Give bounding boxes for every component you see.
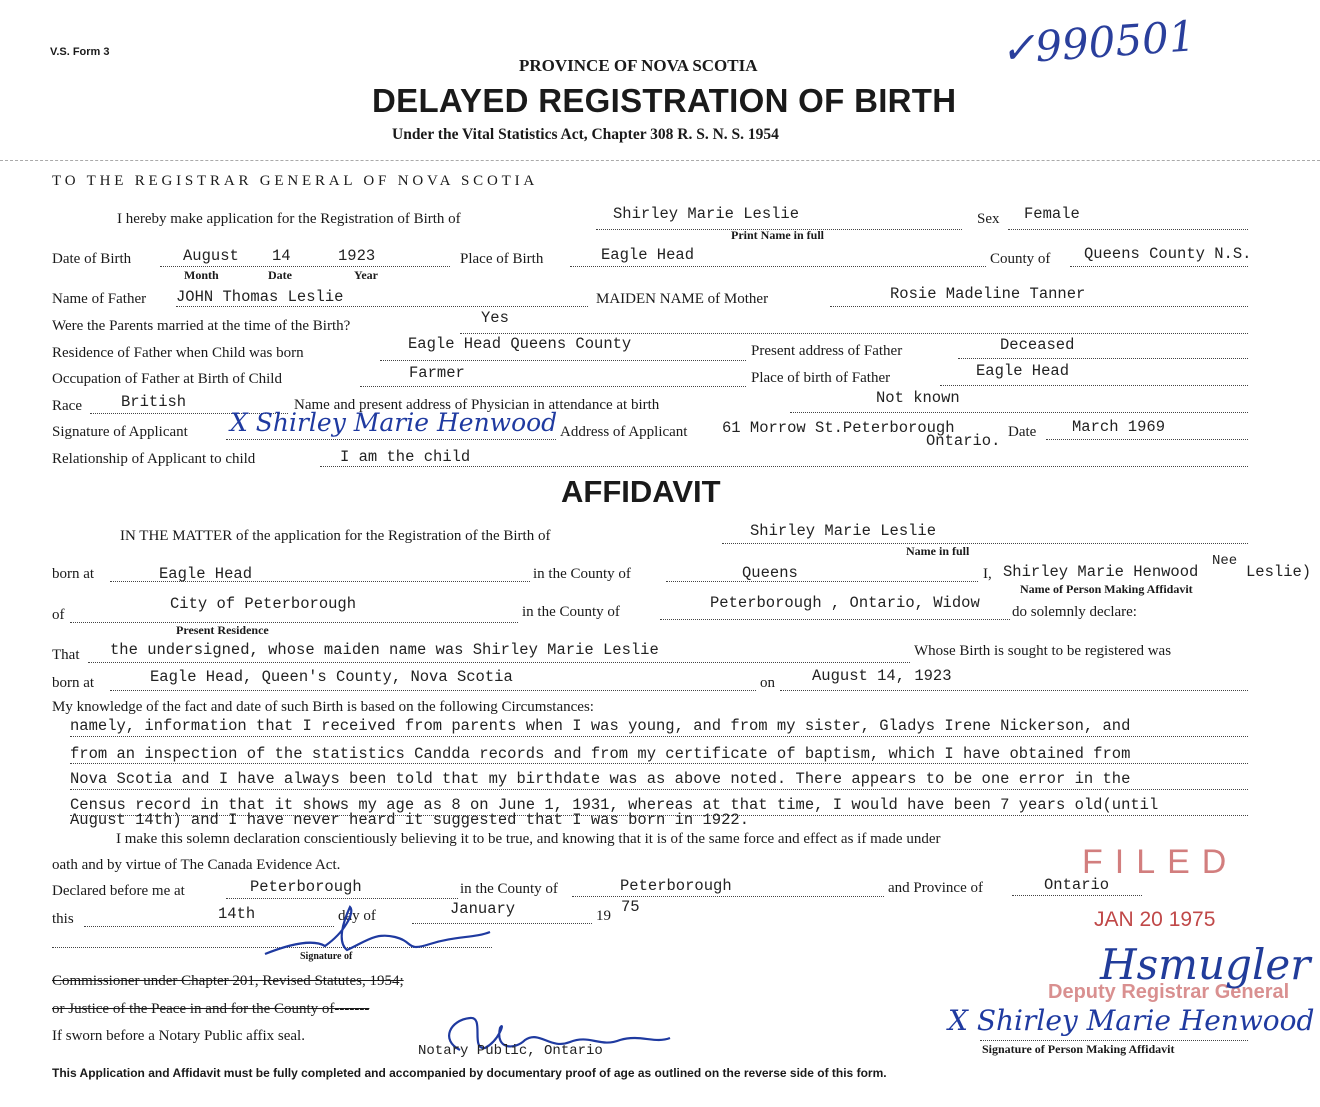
declared-label: Declared before me at	[52, 883, 185, 899]
residence-value: Eagle Head Queens County	[408, 335, 632, 353]
physician-value: Not known	[876, 389, 960, 407]
dob-day: 14	[272, 247, 291, 265]
matter-label: IN THE MATTER of the application for the Registration of the Birth of	[120, 528, 551, 544]
applicant-signature: X Shirley Marie Henwood	[230, 408, 558, 437]
father-birthplace-value: Eagle Head	[976, 362, 1070, 380]
mother-value: Rosie Madeline Tanner	[890, 285, 1086, 303]
of-label: of	[52, 607, 65, 623]
nee-name: Leslie)	[1246, 563, 1312, 581]
dotted-line	[1070, 266, 1248, 267]
physician-label: Name and present address of Physician in attendance at birth	[294, 397, 660, 413]
dotted-line	[572, 896, 884, 897]
born-at2-value: Eagle Head, Queen's County, Nova Scotia	[150, 668, 513, 686]
dotted-line	[666, 581, 978, 582]
circumstance-line: Census record in that it shows my age as 8 on June 1, 1931, whereas at that time, I would have been 7 years old(until	[70, 796, 1159, 814]
on-date: August 14, 1923	[812, 667, 952, 685]
county3-label: in the County of	[460, 881, 558, 897]
applicant-address-label: Address of Applicant	[560, 424, 688, 440]
to-registrar: TO THE REGISTRAR GENERAL OF NOVA SCOTIA	[52, 173, 538, 189]
affiant-caption: Name of Person Making Affidavit	[1020, 582, 1193, 596]
year-suffix: 75	[621, 898, 640, 916]
county-label: in the County of	[533, 566, 631, 582]
born-at-label: born at	[52, 566, 95, 582]
dotted-line	[1012, 895, 1142, 896]
county2-label: in the County of	[522, 604, 620, 620]
circumstance-line: August 14th) and I have never heard it suggested that I was born in 1922.	[70, 811, 750, 829]
year-prefix: 19	[596, 908, 611, 924]
married-label: Were the Parents married at the time of the Birth?	[52, 318, 351, 334]
notary-signature	[430, 1010, 690, 1070]
circumstance-line: from an inspection of the statistics Candda records and from my certificate of baptism, which I have obtained from	[70, 745, 1131, 763]
place-label: Place of Birth	[460, 251, 544, 267]
filed-stamp: FILED	[1082, 843, 1239, 881]
sex-value: Female	[1024, 205, 1080, 223]
county-value: Queens	[742, 564, 798, 582]
county-label: County of	[990, 251, 1051, 267]
signature-label: Signature of Applicant	[52, 424, 188, 440]
dotted-line	[226, 898, 458, 899]
race-value: British	[121, 393, 187, 411]
month-caption: Month	[184, 268, 219, 282]
solemn-line-2: oath and by virtue of The Canada Evidence Act.	[52, 857, 341, 873]
married-value: Yes	[481, 309, 509, 327]
dotted-line	[380, 360, 746, 361]
dotted-line	[830, 306, 1248, 307]
day-of-label: day of	[338, 908, 376, 924]
name-full-caption: Name in full	[906, 544, 970, 558]
print-name-caption: Print Name in full	[731, 228, 824, 242]
dotted-line	[320, 466, 1248, 467]
year-caption: Year	[354, 268, 378, 282]
affiant-signature-caption: Signature of Person Making Affidavit	[982, 1042, 1175, 1056]
dotted-line	[570, 266, 986, 267]
residence-caption: Present Residence	[176, 623, 269, 637]
notary-seal-text: If sworn before a Notary Public affix seal.	[52, 1028, 305, 1044]
signature-of-caption: Signature of	[300, 951, 353, 962]
justice-line: or Justice of the Peace in and for the County of-------	[52, 1001, 370, 1017]
intro-label: I hereby make application for the Registration of Birth of	[117, 211, 461, 227]
father-birthplace-label: Place of birth of Father	[751, 370, 891, 386]
nee-label: Nee	[1212, 553, 1238, 569]
dob-year: 1923	[338, 247, 376, 265]
solemn-line-1: I make this solemn declaration conscientiously believing it to be true, and knowing that it is of the same force and effect as if made under	[116, 831, 941, 847]
that-text: the undersigned, whose maiden name was Shirley Marie Leslie	[110, 641, 659, 659]
sex-label: Sex	[977, 211, 1000, 227]
residence-label: Residence of Father when Child was born	[52, 345, 304, 361]
dotted-line	[722, 543, 1248, 544]
notary-caption: Notary Public, Ontario	[418, 1043, 603, 1059]
form-subtitle: Under the Vital Statistics Act, Chapter 308 R. S. N. S. 1954	[392, 126, 779, 143]
race-label: Race	[52, 398, 82, 414]
declare-text: do solemnly declare:	[1012, 604, 1137, 620]
born-at-value: Eagle Head	[159, 565, 253, 583]
father-value: JOHN Thomas Leslie	[176, 288, 344, 306]
i-label: I,	[983, 566, 992, 582]
county2-value: Peterborough , Ontario, Widow	[710, 594, 980, 612]
occupation-label: Occupation of Father at Birth of Child	[52, 371, 282, 387]
deputy-stamp: Deputy Registrar General	[1048, 981, 1290, 1003]
dotted-line	[160, 266, 450, 267]
dotted-line	[360, 386, 746, 387]
father-label: Name of Father	[52, 291, 147, 307]
county-value: Queens County N.S.	[1084, 245, 1252, 263]
dotted-line	[226, 439, 556, 440]
affiant-name: Shirley Marie Henwood	[1003, 563, 1199, 581]
affiant-signature: X Shirley Marie Henwood	[948, 1004, 1315, 1037]
applicant-address-value: 61 Morrow St.Peterborough	[722, 419, 955, 437]
dotted-line	[460, 333, 1248, 334]
dotted-line	[70, 789, 1248, 790]
declared-at: Peterborough	[250, 878, 362, 896]
mother-label: MAIDEN NAME of Mother	[596, 291, 769, 307]
month-value: January	[450, 900, 516, 918]
filed-date-stamp: JAN 20 1975	[1094, 908, 1216, 931]
dotted-line	[940, 385, 1248, 386]
form-title: DELAYED REGISTRATION OF BIRTH	[372, 82, 957, 119]
dotted-line	[110, 690, 756, 691]
residence-value: City of Peterborough	[170, 595, 357, 613]
form-number: V.S. Form 3	[50, 46, 110, 58]
occupation-value: Farmer	[409, 364, 465, 382]
province-label: and Province of	[888, 880, 983, 896]
matter-name: Shirley Marie Leslie	[750, 522, 937, 540]
county3-value: Peterborough	[620, 877, 732, 895]
dotted-line	[1046, 439, 1248, 440]
child-name: Shirley Marie Leslie	[613, 205, 800, 223]
whose-birth-text: Whose Birth is sought to be registered was	[914, 643, 1172, 659]
date-label: Date	[1008, 424, 1037, 440]
place-value: Eagle Head	[601, 246, 695, 264]
commissioner-signature	[255, 902, 515, 972]
present-address-value: Deceased	[1000, 336, 1075, 354]
dotted-line	[1008, 229, 1248, 230]
knowledge-text: My knowledge of the fact and date of such Birth is based on the following Circumstances:	[52, 699, 594, 715]
dotted-line	[70, 622, 518, 623]
on-label: on	[760, 675, 775, 691]
footer-note: This Application and Affidavit must be fully completed and accompanied by documentary proof of age as outlined on the reverse side of this form.	[52, 1066, 887, 1080]
date-caption: Date	[268, 268, 292, 282]
circumstance-line: Nova Scotia and I have always been told that my birthdate was as above noted. There appears to be one error in the	[70, 770, 1131, 788]
dotted-line	[70, 736, 1248, 737]
that-label: That	[52, 647, 80, 663]
relationship-label: Relationship of Applicant to child	[52, 451, 256, 467]
affidavit-heading: AFFIDAVIT	[561, 474, 721, 509]
dotted-line	[958, 358, 1248, 359]
relationship-value: I am the child	[340, 448, 471, 466]
dotted-line	[780, 690, 1248, 691]
dotted-line	[70, 763, 1248, 764]
dob-label: Date of Birth	[52, 251, 132, 267]
present-address-label: Present address of Father	[751, 343, 903, 359]
dotted-line	[980, 1040, 1248, 1041]
dotted-line	[176, 306, 588, 307]
dotted-line	[660, 619, 1010, 620]
applicant-address-line2: Ontario.	[926, 432, 1001, 450]
divider	[0, 160, 1320, 161]
date-value: March 1969	[1072, 418, 1166, 436]
dob-month: August	[183, 247, 239, 265]
this-label: this	[52, 911, 74, 927]
dotted-line	[88, 662, 910, 663]
dotted-line	[790, 412, 1248, 413]
day-value: 14th	[218, 905, 256, 923]
deputy-signature: Hsmugler	[1100, 940, 1311, 989]
handwritten-number: ✓990501	[998, 11, 1198, 74]
province-value: Ontario	[1044, 876, 1110, 894]
province-heading: PROVINCE OF NOVA SCOTIA	[519, 56, 758, 75]
born-at2-label: born at	[52, 675, 95, 691]
circumstance-line: namely, information that I received from parents when I was young, and from my sister, Gladys Irene Nickerson, and	[70, 717, 1131, 735]
commissioner-line: Commissioner under Chapter 201, Revised Statutes, 1954;	[52, 973, 404, 989]
